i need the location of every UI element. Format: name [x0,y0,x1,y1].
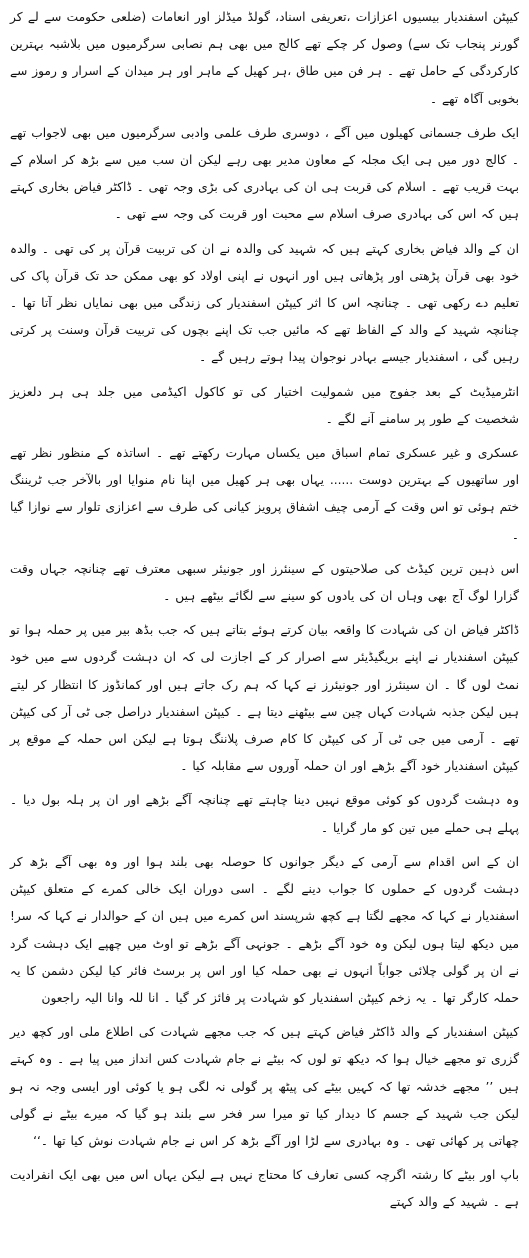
paragraph-father-son: باپ اور بیٹے کا رشتہ اگرچہ کسی تعارف کا محتاج نہیں ہے لیکن یہاں اس میں بھی ایک انفرادیت ہے ۔ شہید کے والد کہتے [10,1168,519,1210]
paragraph-father-account: کیپٹن اسفندیار کے والد ڈاکٹر فیاض کہتے ہیں کہ جب مجھے شہادت کی اطلاع ملی اور کچھ دیر گزری تو مجھے خیال ہوا کہ دیکھ تو لوں کہ بیٹے نے جام شہادت کس انداز میں پیا ہے ۔ وہ کہتے ہیں ’’ مجھے خدشہ تھا کہ کہیں بیٹے کی پیٹھ پر گولی نہ لگی ہو یا کوئی اور ایسی وجہ نہ ہو لیکن جب شہید کے جسم کا دیدار کیا تو میرا سر فخر سے بلند ہو گیا کہ میرے بیٹے نے گولی چھاتی پر کھائی تھی ۔ وہ بہادری سے لڑا اور آگے بڑھ کر اس نے جام شہادت نوش کیا تھا ۔‘‘ [10,1025,519,1148]
paragraph-badaber-attack: ڈاکٹر فیاض ان کی شہادت کا واقعہ بیان کرتے ہوئے بتاتے ہیں کہ جب بڈھ بیر میں پر حملہ ہوا تو کیپٹن اسفندیار نے اپنے بریگیڈیئر سے اصرار کر کے اجازت لی کہ ان دہشت گردوں سے میں خود نمٹ لوں گا ۔ ان سینئرز اور جونیئرز نے کہا کہ ہم رک جاتے ہیں اور کمانڈوز کا انتظار کر لیتے ہیں لیکن جذبہ شہادت کہاں چین سے بیٹھنے دیتا ہے ۔ کیپٹن اسفندیار دراصل جی ٹی آر کی کیپٹن تھے ۔ آرمی میں جی ٹی آر کی کیپٹن کا کام صرف پلاننگ ہوتا ہے لیکن اس حملہ کے موقع پر کیپٹن اسفندیار خود آگے بڑھے اور ان حملہ آوروں سے مقابلہ کیا ۔ [10,623,519,774]
paragraph-kakul-academy: انٹرمیڈیٹ کے بعد جفوج میں شمولیت اختیار کی تو کاکول اکیڈمی میں جلد ہی ہر دلعزیز شخصیت کے طور پر سامنے آنے لگے ۔ [10,384,519,426]
paragraph-three-killed: وہ دہشت گردوں کو کوئی موقع نہیں دینا چاہتے تھے چنانچہ آگے بڑھے اور ان پر ہلہ بول دیا ۔ پہلے ہی حملے میں تین کو مار گرایا ۔ [10,793,519,835]
paragraph-sports-and-islam: ایک طرف جسمانی کھیلوں میں آگے ، دوسری طرف علمی وادبی سرگرمیوں میں بھی لاجواب تھے ۔ کالج دور میں ہی ایک مجلہ کے معاون مدیر بھی رہے لیکن ان سب میں سے بڑھ کر اسلام کے بہت قریب تھے ۔ اسلام کی قربت ہی ان کی بہادری کی بڑی وجہ تھی ۔ ڈاکٹر فیاض بخاری کہتے ہیں کہ اس کی بہادری صرف اسلام سے محبت اور قربت کی وجہ سے تھی ۔ [10,125,519,222]
paragraph-sword-of-honour: عسکری و غیر عسکری تمام اسباق میں یکساں مہارت رکھتے تھے ۔ اساتذہ کے منظور نظر تھے اور ساتھیوں کے بہترین دوست ...... یہاں بھی ہر کھیل میں اپنا نام منوایا اور بالآخر جب ٹریننگ ختم ہوئی تو اس وقت کے آرمی چیف اشفاق پرویز کیانی کی طرف سے اعزازی تلوار سے نوازا گیا ۔ [10,446,519,542]
paragraph-quran-upbringing: ان کے والد فیاض بخاری کہتے ہیں کہ شہید کی والدہ نے ان کی تربیت قرآن پر کی تھی ۔ والدہ خود بھی قرآن پڑھتی اور پڑھاتی ہیں اور انہوں نے اپنی اولاد کو بھی ممکن حد تک قرآن پاک کی تعلیم دے رکھی تھی ۔ چنانچہ اس کا اثر کیپٹن اسفندیار کی زندگی میں بھی نمایاں نظر آتا تھا ۔ چنانچہ شہید کے والد کے الفاظ تھے کہ مائیں جب تک اپنے بچوں کی تربیت قرآن وسنت پر کرتی رہیں گی ، اسفندیار جیسے بہادر نوجوان پیدا ہوتے رہیں گے ۔ [10,241,519,365]
paragraph-martyrdom: ان کے اس اقدام سے آرمی کے دیگر جوانوں کا حوصلہ بھی بلند ہوا اور وہ بھی آگے بڑھ کر دہشت گردوں کے حملوں کا جواب دینے لگے ۔ اسی دوران ایک خالی کمرے کے متعلق کیپٹن اسفندیار نے کہا کہ مجھے لگتا ہے کچھ شرپسند اس کمرے میں ہیں ان کے حوالدار نے کہا کہ سر! میں دیکھ لیتا ہوں لیکن وہ خود آگے بڑھے ۔ جونہی آگے بڑھے تو اوٹ میں چھپے ایک دہشت گرد نے ان پر گولی چلائی جواباً انہوں نے بھی حملہ کیا اور اس پر برسٹ فائر کیا لیکن دشمن کا یہ حملہ کارگر تھا ۔ یہ زخم کیپٹن اسفندیار کو شہادت پر فائز کر گیا ۔ انا للہ وانا الیہ راجعون [10,854,519,1005]
paragraph-cadet-memories: اس ذہین ترین کیڈٹ کی صلاحیتوں کے سینئرز اور جونیئر سبھی معترف تھے چنانچہ جہاں وقت گزارا لوگ آج بھی وہاں ان کی یادوں کو سینے سے لگائے بیٹھے ہیں ۔ [10,561,519,604]
paragraph-achievements: کیپٹن اسفندیار بیسیوں اعزازات ،تعریفی اسناد، گولڈ میڈلز اور انعامات (ضلعی حکومت سے لے کر گورنر پنجاب تک سے) وصول کر چکے تھے کالج میں بھی ہم نصابی سرگرمیوں میں بلاشبہ بہترین کارکردگی کے حامل تھے ۔ ہر فن میں طاق ،ہر کھیل کے ماہر اور ہر میدان کے اسرار و رموز سے بخوبی آگاہ تھے ۔ [10,10,519,106]
